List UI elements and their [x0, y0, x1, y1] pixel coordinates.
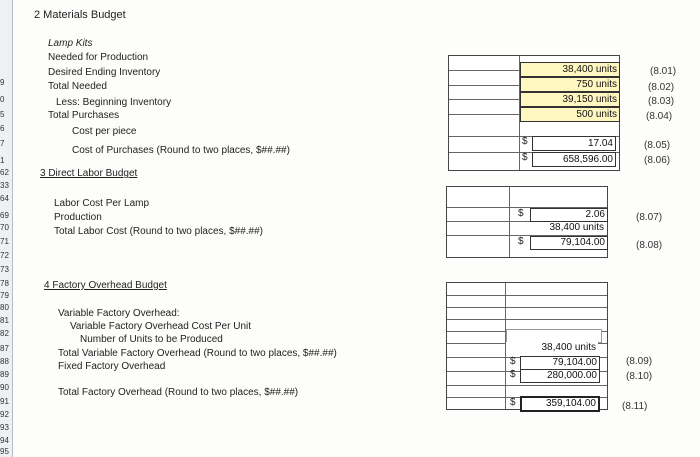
row-number[interactable]: 78	[0, 279, 9, 288]
ref-8-11: (8.11)	[622, 401, 648, 412]
row-number[interactable]: 91	[0, 397, 9, 406]
dollar-sign: $	[510, 397, 516, 408]
row-number[interactable]: 88	[0, 357, 9, 366]
row-number[interactable]: 6	[0, 124, 5, 133]
row-number[interactable]: 89	[0, 370, 9, 379]
label-cost-per-piece: Cost per piece	[72, 126, 137, 137]
value-units-to-be-produced[interactable]: 38,400 units	[506, 342, 598, 354]
value-cost-per-piece[interactable]: 17.04	[532, 136, 616, 151]
dollar-sign: $	[518, 236, 524, 247]
row-number[interactable]: 71	[0, 237, 9, 246]
label-desired-ending-inventory: Desired Ending Inventory	[48, 67, 161, 78]
label-units-to-be-produced: Number of Units to be Produced	[80, 334, 223, 345]
ref-8-08: (8.08)	[636, 240, 663, 251]
dollar-sign: $	[510, 356, 516, 367]
row-number[interactable]: 87	[0, 344, 9, 353]
value-cost-of-purchases[interactable]: 658,596.00	[532, 152, 616, 167]
value-desired-ending-inventory[interactable]: 750 units	[520, 77, 620, 92]
value-total-labor-cost[interactable]: 79,104.00	[530, 236, 608, 250]
label-total-factory-overhead: Total Factory Overhead (Round to two places, $##.##)	[58, 387, 299, 398]
ref-8-07: (8.07)	[636, 212, 663, 223]
row-number[interactable]: 9	[0, 78, 5, 87]
dollar-sign: $	[522, 136, 528, 147]
row-number[interactable]: 70	[0, 223, 9, 232]
label-total-needed: Total Needed	[48, 81, 107, 92]
label-cost-of-purchases: Cost of Purchases (Round to two places, $##.##)	[72, 145, 290, 156]
row-number[interactable]: 64	[0, 194, 9, 203]
ref-8-10: (8.10)	[626, 371, 653, 382]
ref-8-09: (8.09)	[626, 356, 653, 367]
label-production: Production	[54, 212, 102, 223]
label-total-variable-overhead: Total Variable Factory Overhead (Round to two places, $##.##)	[58, 348, 337, 359]
direct-labor-budget-title: 3 Direct Labor Budget	[40, 168, 138, 179]
ref-8-05: (8.05)	[644, 140, 671, 151]
value-total-needed[interactable]: 39,150 units	[520, 92, 620, 107]
label-variable-factory-overhead: Variable Factory Overhead:	[58, 308, 180, 319]
row-number[interactable]: 93	[0, 423, 9, 432]
ref-8-02: (8.02)	[648, 82, 675, 93]
ref-8-04: (8.04)	[646, 111, 673, 122]
row-number[interactable]: 7	[0, 139, 5, 148]
value-needed-for-production[interactable]: 38,400 units	[520, 62, 620, 77]
row-number[interactable]: 80	[0, 303, 9, 312]
row-number[interactable]: 90	[0, 383, 9, 392]
row-number[interactable]: 0	[0, 95, 5, 104]
value-labor-cost-per-lamp[interactable]: 2.06	[530, 208, 608, 222]
label-beginning-inventory: Less: Beginning Inventory	[56, 97, 172, 108]
ref-8-06: (8.06)	[644, 155, 671, 166]
dollar-sign: $	[510, 369, 516, 380]
row-number[interactable]: 73	[0, 265, 9, 274]
label-total-purchases: Total Purchases	[48, 110, 120, 121]
row-number[interactable]: 5	[0, 110, 5, 119]
row-number[interactable]: 72	[0, 251, 9, 260]
row-number[interactable]: 62	[0, 168, 9, 177]
dollar-sign: $	[518, 208, 524, 219]
row-header-column	[0, 0, 13, 457]
value-labor-production[interactable]: 38,400 units	[530, 222, 606, 234]
input-variable-cost-per-unit[interactable]	[506, 329, 602, 343]
row-number[interactable]: 81	[0, 316, 9, 325]
row-number[interactable]: 1	[0, 156, 5, 165]
ref-8-03: (8.03)	[648, 96, 675, 107]
dollar-sign: $	[522, 152, 528, 163]
row-number[interactable]: 82	[0, 329, 9, 338]
label-fixed-factory-overhead: Fixed Factory Overhead	[58, 361, 166, 372]
row-number[interactable]: 79	[0, 291, 9, 300]
value-total-variable-overhead[interactable]: 79,104.00	[520, 356, 600, 370]
row-number[interactable]: 92	[0, 410, 9, 419]
row-number[interactable]: 69	[0, 211, 9, 220]
label-total-labor-cost: Total Labor Cost (Round to two places, $##.##)	[54, 226, 264, 237]
label-labor-cost-per-lamp: Labor Cost Per Lamp	[54, 198, 150, 209]
factory-overhead-budget-title: 4 Factory Overhead Budget	[44, 280, 167, 291]
row-number[interactable]: 33	[0, 181, 9, 190]
row-number[interactable]: 95	[0, 447, 9, 456]
value-fixed-factory-overhead[interactable]: 280,000.00	[520, 369, 600, 383]
item-header: Lamp Kits	[48, 38, 93, 49]
ref-8-01: (8.01)	[650, 66, 677, 77]
value-total-factory-overhead[interactable]: 359,104.00	[520, 396, 600, 412]
row-number[interactable]: 94	[0, 436, 9, 445]
label-needed-for-production: Needed for Production	[48, 52, 149, 63]
value-beginning-inventory[interactable]: 500 units	[520, 107, 620, 122]
materials-budget-title: 2 Materials Budget	[34, 9, 126, 21]
label-variable-overhead-cost-per-unit: Variable Factory Overhead Cost Per Unit	[70, 321, 252, 332]
